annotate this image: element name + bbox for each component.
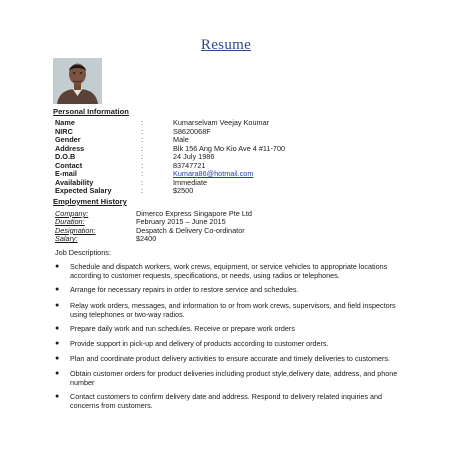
emp-label: Company: [55,209,89,218]
duty-item [55,285,400,294]
duty-text: Relay work orders, messages, and information to or from work crews, supervisors, and field inspectors using telephones or two-way radios. [70,300,396,319]
info-label: Address [55,143,85,153]
info-row-expected-salary [55,187,375,196]
info-value: Blk 156 Ang Mo Kio Ave 4 #11-700 [173,143,286,153]
emp-value: $2400 [136,234,157,244]
info-label: D.O.B [55,152,76,161]
duty-text: Contact customers to confirm delivery date and address. Respond to delivery related inquiries and concerns from customers. [70,392,383,411]
duty-text: Prepare daily work and run schedules. Receive or prepare work orders [70,324,295,334]
emp-label: Duration: [55,217,85,227]
info-value: 24 July 1986 [173,152,215,161]
duty-text: Arrange for necessary repairs in order to restore service and schedules. [70,284,299,294]
info-label: Name [55,118,75,127]
duty-item [55,262,400,280]
info-label: Gender [55,135,81,144]
emp-row-designation [55,227,375,235]
duty-text: Schedule and dispatch workers, work crews, equipment, or service vehicles to appropriate locations according to customer requests, specifications, or needs, using radios or telephones. [70,262,388,281]
duty-item [55,301,400,319]
emp-label: Salary: [55,234,78,244]
info-row-nirc [55,128,375,137]
bullet-icon: ● [55,393,60,401]
duty-item [55,369,400,387]
personal-info-heading: Personal Information [53,107,129,116]
info-row-name [55,119,375,128]
info-colon: : [141,160,144,170]
info-value: S8620068F [173,126,211,136]
duty-item [55,392,400,410]
info-value: 83747721 [173,160,206,170]
profile-photo [53,58,102,104]
bullet-icon: ● [55,301,60,309]
bullet-icon: ● [55,285,60,293]
bullet-icon: ● [55,369,60,377]
employment-table [55,210,375,244]
info-colon: : [141,169,144,178]
email-link[interactable]: Kumara86@hotmail.com [173,169,254,178]
info-row-address [55,145,375,154]
info-label: Availability [55,177,94,187]
info-colon: : [141,126,144,136]
info-value: Immediate [173,177,208,187]
duty-item [55,339,400,348]
info-label: Contact [55,160,83,170]
info-row-email [55,170,375,179]
bullet-icon: ● [55,325,60,333]
info-row-dob [55,153,375,162]
info-colon: : [141,177,144,187]
duty-text: Obtain customer orders for product deliveries including product style,delivery date, address, and phone number [70,368,398,387]
bullet-icon: ● [55,263,60,270]
info-colon: : [141,186,144,195]
duty-text: Provide support in pick-up and delivery of products according to customer orders. [70,339,329,349]
emp-row-salary [55,235,375,243]
job-descriptions-label: Job Descriptions: [55,248,111,257]
duty-item [55,354,400,363]
info-value: Kumarselvam Veejay Koumar [173,118,270,127]
info-colon: : [141,152,144,161]
info-value: Male [173,135,189,144]
personal-info-table [55,119,375,196]
info-colon: : [141,135,144,144]
info-label: Expected Salary [55,186,112,195]
emp-value: Despatch & Delivery Co-ordinator [136,225,245,235]
info-colon: : [141,118,144,127]
duties-list [55,262,400,410]
emp-label: Designation: [55,225,96,235]
info-colon: : [141,143,144,153]
info-value: $2500 [173,186,194,195]
page-title: Resume [200,37,252,53]
emp-value: Dimerco Express Singapore Pte Ltd [136,209,252,218]
info-label: E-mail [55,169,77,178]
duty-text: Plan and coordinate product delivery activities to ensure accurate and timely deliveries to customers. [70,354,391,364]
emp-value: February 2015 – June 2015 [136,217,226,227]
employment-history-heading: Employment History [53,197,127,206]
bullet-icon: ● [55,340,60,348]
duty-item [55,324,400,333]
bullet-icon: ● [55,355,60,363]
info-label: NIRC [55,126,73,136]
